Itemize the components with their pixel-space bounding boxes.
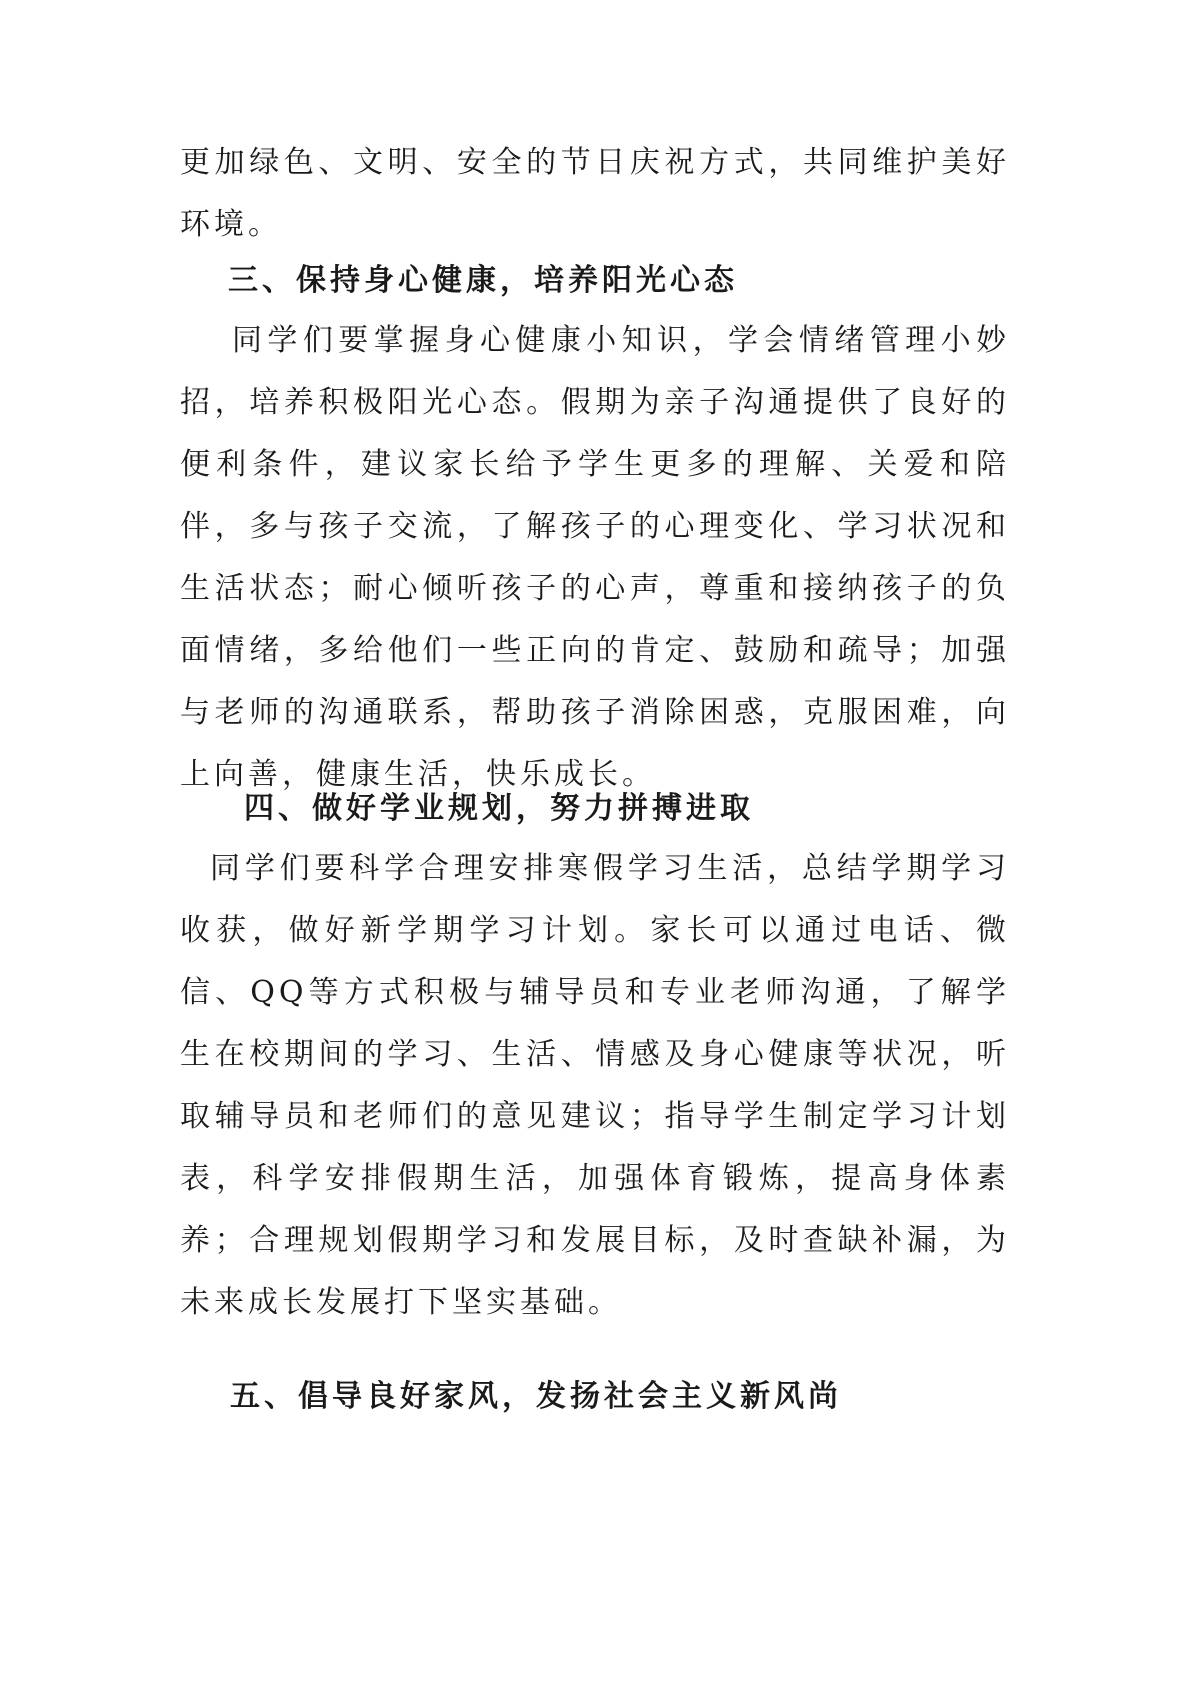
section-heading-5: 五、倡导良好家风，发扬社会主义新风尚 <box>230 1379 842 1414</box>
paragraph-continuation: 更加绿色、文明、安全的节日庆祝方式，共同维护美好环境。 <box>180 145 1010 242</box>
section-heading-3: 三、保持身心健康，培养阳光心态 <box>228 263 738 298</box>
section-heading-4: 四、做好学业规划，努力拼搏进取 <box>244 791 754 826</box>
paragraph-section-3: 同学们要掌握身心健康小知识，学会情绪管理小妙招，培养积极阳光心态。假期为亲子沟通提供了良好的便利条件，建议家长给予学生更多的理解、关爱和陪伴，多与孩子交流，了解孩子的心理变化、学习状况和生活状态；耐心倾听孩子的心声，尊重和接纳孩子的负面情绪，多给他们一些正向的肯定、鼓励和疏导；加强与老师的沟通联系，帮助孩子消除困惑，克服困难，向上向善，健康生活，快乐成长。 <box>180 323 1010 792</box>
paragraph-section-4: 同学们要科学合理安排寒假学习生活，总结学期学习收获，做好新学期学习计划。家长可以通过电话、微信、QQ等方式积极与辅导员和专业老师沟通，了解学生在校期间的学习、生活、情感及身心健康等状况，听取辅导员和老师们的意见建议；指导学生制定学习计划表，科学安排假期生活，加强体育锻炼，提高身体素养；合理规划假期学习和发展目标，及时查缺补漏，为未来成长发展打下坚实基础。 <box>180 851 1010 1320</box>
